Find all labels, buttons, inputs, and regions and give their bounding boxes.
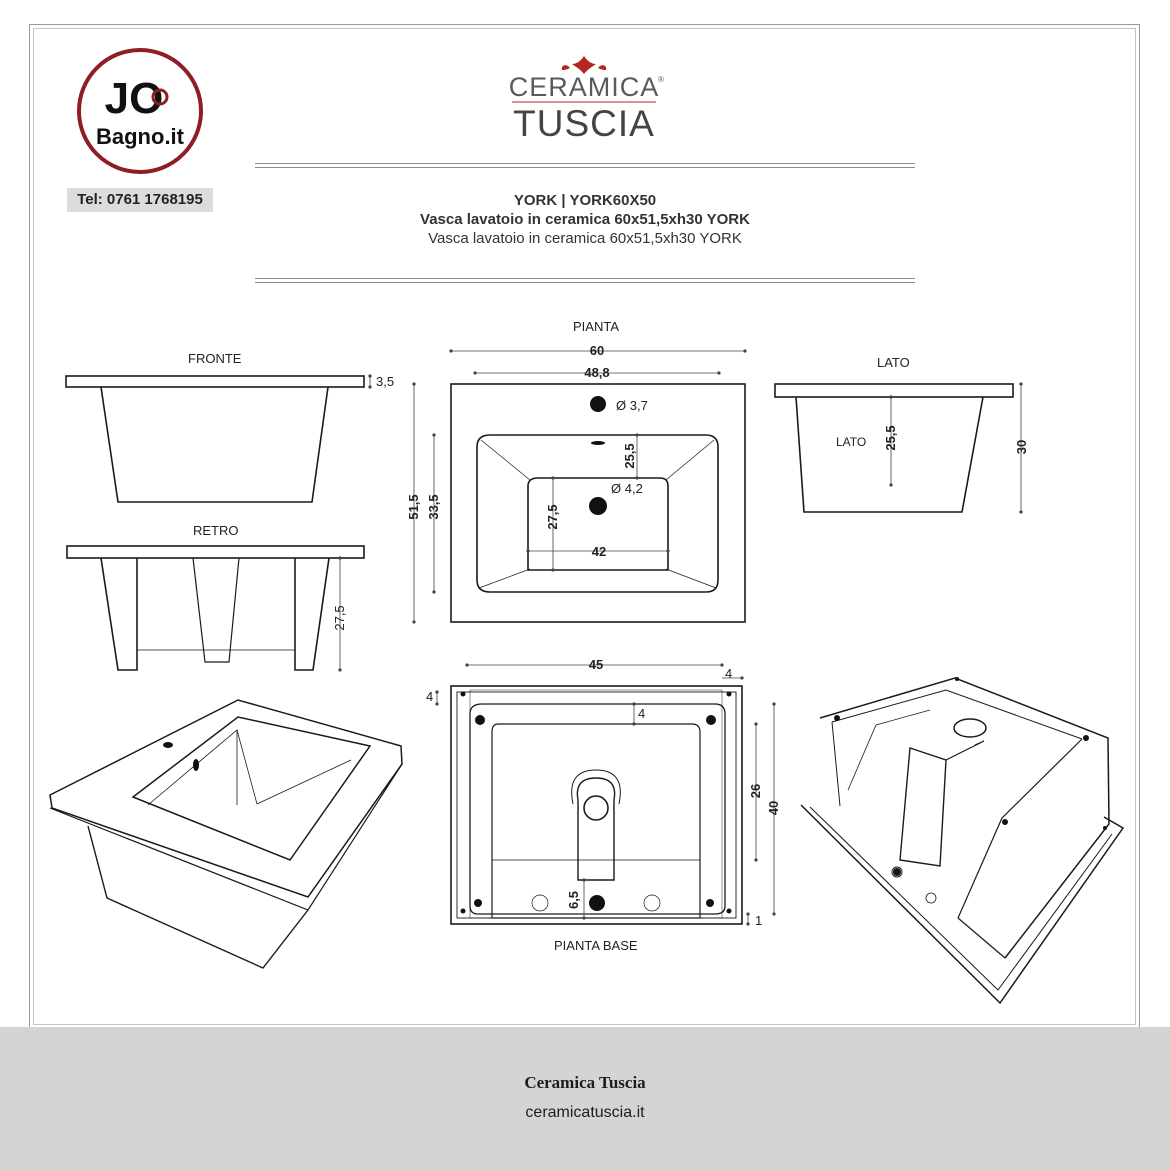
dim-lato-h: 30: [1014, 439, 1029, 455]
dim-base-d: 40: [766, 800, 781, 816]
dim-fronte-h: 3,5: [376, 374, 395, 389]
dim-pianta-w: 60: [589, 343, 605, 358]
faucet-hole-icon: [590, 396, 606, 412]
product-subtitle: Vasca lavatoio in ceramica 60x51,5xh30 YORK: [428, 230, 742, 247]
dim-pianta-d-inner: 33,5: [426, 494, 441, 520]
svg-text:TUSCIA: TUSCIA: [513, 103, 655, 144]
iso-view-top: [50, 700, 402, 968]
back-view: [67, 546, 364, 670]
product-code: YORK | YORK60X50: [513, 192, 657, 209]
svg-text:JO: JO: [104, 74, 164, 123]
svg-text:Bagno.it: Bagno.it: [96, 124, 184, 149]
dim-base-margin-l: 4: [426, 689, 434, 704]
dim-hole-drain: Ø 4,2: [611, 481, 643, 496]
footer-brand: Ceramica Tuscia: [524, 1073, 646, 1092]
lato-inner-label: LATO: [836, 435, 867, 449]
drain-hole-icon: [589, 497, 607, 515]
svg-text:CERAMICA: CERAMICA: [508, 72, 660, 102]
product-title: Vasca lavatoio in ceramica 60x51,5xh30 YORK: [420, 211, 750, 228]
dim-basin-w: 42: [591, 544, 607, 559]
view-label-fronte: FRONTE: [188, 351, 242, 366]
dim-base-edge: 1: [755, 913, 763, 928]
footer-band: [0, 1027, 1170, 1170]
dim-base-drain: 6,5: [566, 890, 581, 910]
dim-retro-h: 27,5: [332, 605, 347, 631]
dim-basin-d: 27,5: [545, 504, 560, 530]
dim-pianta-d: 51,5: [406, 494, 421, 520]
dim-pianta-w-inner: 48,8: [584, 365, 610, 380]
phone-badge[interactable]: Tel: 0761 1768195: [67, 188, 213, 212]
overflow-slot-icon: [591, 441, 605, 445]
base-plan-view: [451, 686, 742, 924]
dim-base-w: 45: [588, 657, 604, 672]
dim-pianta-d-top: 25,5: [622, 443, 637, 469]
dim-base-margin-t: 4: [638, 706, 646, 721]
dim-hole-top: Ø 3,7: [616, 398, 648, 413]
front-view: [66, 376, 364, 502]
dim-base-d-inner: 26: [748, 783, 763, 799]
view-label-lato: LATO: [877, 355, 910, 370]
svg-text:®: ®: [658, 75, 664, 84]
view-label-pianta: PIANTA: [573, 319, 619, 334]
view-label-retro: RETRO: [193, 523, 239, 538]
base-drain-icon: [589, 895, 605, 911]
view-label-pianta-base: PIANTA BASE: [554, 938, 638, 953]
dim-base-margin-r: 4: [725, 666, 733, 681]
iso-view-bottom: [801, 678, 1123, 1003]
dim-lato-d: 25,5: [883, 425, 898, 451]
footer-url-link[interactable]: ceramicatuscia.it: [525, 1104, 645, 1121]
